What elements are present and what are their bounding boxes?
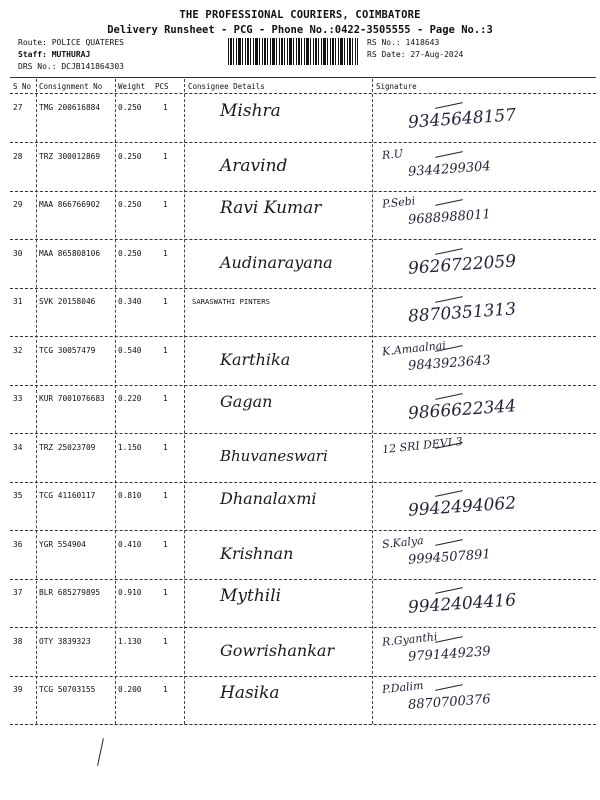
signature-scribble (435, 539, 463, 546)
signature-name: R.Gyanthi (381, 629, 438, 649)
weight-value: 1.150 (118, 442, 142, 452)
signature-scribble (435, 393, 463, 400)
signature-name: S.Kalya (381, 533, 425, 551)
signature-phone: 9942494062 (407, 493, 517, 521)
rs-date-line (367, 50, 463, 59)
route-label: Route: (18, 38, 47, 47)
signature-name: 12 SRI DEVI 3 (381, 434, 464, 456)
weight-value: 0.410 (118, 539, 142, 549)
signature-phone: 9345648157 (407, 105, 517, 133)
serial-number: 30 (13, 248, 23, 258)
serial-number: 34 (13, 442, 23, 452)
consignee-handwritten: Aravind (220, 155, 288, 176)
rs-date-value: 27-Aug-2024 (410, 50, 464, 59)
signature-phone: 9344299304 (407, 158, 492, 180)
route-value: POLICE QUATERES (51, 38, 124, 47)
signature-scribble (435, 684, 463, 691)
serial-number: 28 (13, 151, 23, 161)
consignee-handwritten: Mythili (220, 586, 282, 606)
signature-scribble (435, 296, 463, 303)
consignment-number: TCG 50703155 (39, 685, 96, 694)
consignee-handwritten: Audinarayana (220, 252, 333, 272)
consignment-number: TCG 30057479 (39, 345, 96, 355)
serial-number: 32 (13, 345, 23, 355)
pieces-count: 1 (163, 297, 168, 306)
consignee-handwritten: Dhanalaxmi (220, 489, 317, 508)
col-pcs: PCS (155, 82, 169, 91)
pieces-count: 1 (163, 151, 168, 161)
pieces-count: 1 (163, 539, 168, 549)
document-title: THE PROFESSIONAL COURIERS, COIMBATORE (179, 9, 421, 21)
col-consignment: Consignment No (39, 82, 103, 91)
route-line (18, 38, 124, 47)
staff-line (18, 50, 90, 59)
pieces-count: 1 (163, 685, 168, 694)
table-bottom-rule (10, 724, 596, 725)
pieces-count: 1 (163, 200, 168, 209)
weight-value: 1.130 (118, 636, 142, 646)
drs-line (18, 62, 124, 71)
weight-value: 0.340 (118, 297, 142, 306)
signature-phone: 9843923643 (407, 352, 492, 374)
signature-name: K.Amaalnai (381, 338, 447, 358)
weight-value: 0.910 (118, 588, 142, 597)
signature-phone: 8870351313 (407, 299, 517, 327)
serial-number: 37 (13, 588, 23, 597)
staff-value: MUTHURAJ (51, 50, 91, 59)
signature-scribble (435, 248, 463, 255)
weight-value: 0.250 (118, 151, 142, 161)
consignee-handwritten: Krishnan (220, 543, 294, 563)
consignment-number: MAA 866766902 (39, 200, 101, 209)
consignee-handwritten: Hasika (220, 683, 280, 703)
signature-name: P.Dalim (381, 678, 425, 697)
pieces-count: 1 (163, 636, 168, 646)
signature-phone: 9688988011 (407, 207, 492, 228)
signature-phone: 8870700376 (407, 692, 492, 713)
pieces-count: 1 (163, 103, 168, 112)
drs-value: DCJB141864303 (61, 62, 124, 71)
weight-value: 0.810 (118, 491, 142, 500)
consignment-number: MAA 865808106 (39, 248, 101, 258)
table-top-rule (10, 77, 596, 78)
col-signature: Signature (376, 82, 417, 91)
table-row (10, 677, 596, 734)
signature-name: P.Sebi (381, 194, 416, 211)
serial-number: 31 (13, 297, 23, 306)
weight-value: 0.200 (118, 685, 142, 694)
pieces-count: 1 (163, 442, 168, 452)
col-weight: Weight (118, 82, 146, 91)
signature-phone: 9866622344 (407, 396, 517, 424)
rs-no-line (367, 38, 439, 47)
drs-label: DRS No.: (18, 62, 57, 71)
pieces-count: 1 (163, 491, 168, 500)
pieces-count: 1 (163, 394, 168, 403)
consignee-handwritten: Karthika (220, 349, 291, 369)
consignment-number: SVK 20158046 (39, 297, 96, 306)
consignment-number: TMG 200616884 (39, 103, 101, 112)
header-rule (10, 93, 596, 94)
weight-value: 0.250 (118, 103, 142, 112)
signature-scribble (435, 490, 463, 497)
serial-number: 35 (13, 491, 23, 500)
weight-value: 0.250 (118, 248, 142, 258)
staff-label: Staff: (18, 50, 47, 59)
col-consignee: Consignee Details (188, 82, 265, 91)
consignment-number: TRZ 300012869 (39, 151, 101, 161)
weight-value: 0.220 (118, 394, 142, 403)
consignment-number: TCG 41160117 (39, 491, 96, 500)
pieces-count: 1 (163, 588, 168, 597)
serial-number: 38 (13, 636, 23, 646)
serial-number: 27 (13, 103, 23, 112)
consignment-number: KUR 7001076683 (39, 394, 105, 403)
document-subtitle: Delivery Runsheet - PCG - Phone No.:0422-3505555 - Page No.:3 (107, 24, 493, 36)
barcode (228, 38, 358, 65)
consignee-handwritten: Mishra (220, 101, 281, 121)
consignment-number: OTY 3839323 (39, 636, 91, 646)
signature-scribble (435, 151, 463, 158)
pen-mark (97, 738, 104, 766)
signature-scribble (435, 199, 463, 206)
serial-number: 29 (13, 200, 23, 209)
signature-scribble (435, 102, 463, 109)
consignee-handwritten: Gowrishankar (220, 640, 335, 660)
pieces-count: 1 (163, 345, 168, 355)
consignee-handwritten: Ravi Kumar (220, 198, 322, 218)
col-sno: S No (13, 82, 32, 91)
signature-scribble (435, 636, 463, 643)
consignee-typed: SARASWATHI PINTERS (192, 297, 270, 306)
signature-phone: 9626722059 (407, 250, 517, 279)
pieces-count: 1 (163, 248, 168, 258)
serial-number: 36 (13, 539, 23, 549)
consignment-number: YGR 554904 (39, 539, 86, 549)
signature-phone: 9791449239 (407, 643, 492, 665)
signature-scribble (435, 587, 463, 594)
consignee-handwritten: Gagan (220, 392, 273, 411)
consignee-handwritten: Bhuvaneswari (220, 446, 328, 465)
consignment-number: BLR 685279895 (39, 588, 101, 597)
serial-number: 33 (13, 394, 23, 403)
serial-number: 39 (13, 685, 23, 694)
rs-date-label: RS Date: (367, 50, 406, 59)
rs-no-value: 1418643 (405, 38, 440, 47)
rs-no-label: RS No.: (367, 38, 401, 47)
weight-value: 0.250 (118, 200, 142, 209)
signature-phone: 9994507891 (407, 546, 492, 568)
consignment-number: TRZ 25023709 (39, 442, 96, 452)
signature-phone: 9942404416 (407, 590, 517, 618)
signature-name: R.U (381, 146, 404, 162)
weight-value: 0.540 (118, 345, 142, 355)
